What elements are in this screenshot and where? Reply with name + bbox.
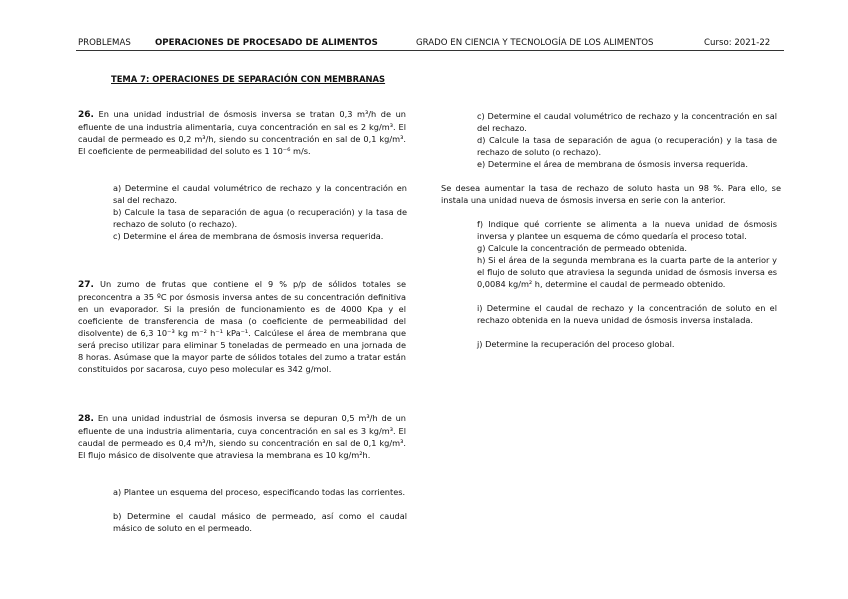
problem-28-a: a) Plantee un esquema del proceso, especificando todas las corrientes. (113, 487, 406, 497)
problem-28-c: c) Determine el caudal volumétrico de rechazo y la concentración en sal del rechazo. (477, 111, 777, 133)
problem-28-b: b) Determine el caudal másico de permeado, así como el caudal másico de soluto en el permeado. (113, 511, 407, 533)
problem-28-intro (78, 412, 406, 461)
problem-28-g: g) Calcule la concentración de permeado obtenida. (477, 243, 687, 253)
problem-28-mid: Se desea aumentar la tasa de rechazo de soluto hasta un 98 %. Para ello, se instala una unidad nueva de ósmosis inversa en serie con la anterior. (441, 183, 781, 205)
header-year: Curso: 2021-22 (704, 38, 771, 48)
header-rule (76, 50, 784, 51)
problem-28-text: En una unidad industrial de ósmosis inversa se depuran 0,5 m³/h de un efluente de una industria alimentaria, cuya concentración en sal es 3 kg/m³. El caudal de permeado es 0,4 m³/h, siendo su concentración en sal de 0,1 kg/m³. El flujo másico de disolvente que atraviesa la membrana es 10 kg/m²h. (78, 413, 406, 460)
header-left: PROBLEMAS (78, 38, 131, 48)
page-title: TEMA 7: OPERACIONES DE SEPARACIÓN CON MEMBRANAS (111, 74, 386, 84)
problem-26-number: 26. (78, 110, 94, 120)
problem-26-c: c) Determine el área de membrana de ósmosis inversa requerida. (113, 231, 384, 241)
header-degree: GRADO EN CIENCIA Y TECNOLOGÍA DE LOS ALIMENTOS (416, 38, 654, 48)
header-course: OPERACIONES DE PROCESADO DE ALIMENTOS (155, 38, 378, 48)
problem-26-b: b) Calcule la tasa de separación de agua (o recuperación) y la tasa de rechazo de soluto (o rechazo). (113, 207, 407, 229)
problem-28-d: d) Calcule la tasa de separación de agua (o recuperación) y la tasa de rechazo de soluto (o rechazo). (477, 135, 777, 157)
problem-28-f: f) Indique qué corriente se alimenta a la nueva unidad de ósmosis inversa y plantee un esquema de cómo quedaría el proceso total. (477, 219, 777, 241)
problem-28-h: h) Si el área de la segunda membrana es la cuarta parte de la anterior y el flujo de soluto que atraviesa la segunda unidad de ósmosis inversa es 0,0084 kg/m² h, determine el caudal de permeado obtenido. (477, 255, 777, 289)
problem-27-text: Un zumo de frutas que contiene el 9 % p/p de sólidos totales se preconcentra a 35 ºC por ósmosis inversa antes de su concentración definitiva en un evaporador. Si la presión de funcionamiento es de 4000 Kpa y el coeficiente de transferencia de masa (o coeficiente de permeabilidad del disolvente) de 6,3 10⁻³ kg m⁻² h⁻¹ kPa⁻¹. Calcúlese el área de membrana que será preciso utilizar para eliminar 5 toneladas de permeado en una jornada de 8 horas. Asúmase que la mayor parte de sólidos totales del zumo a tratar están constituidos por sacarosa, cuyo peso molecular es 342 g/mol. (78, 279, 406, 374)
problem-28-i: i) Determine el caudal de rechazo y la concentración de soluto en el rechazo obtenida en la nueva unidad de ósmosis inversa instalada. (477, 303, 777, 325)
problem-26-text: En una unidad industrial de ósmosis inversa se tratan 0,3 m³/h de un efluente de una industria alimentaria, cuya concentración en sal es 2 kg/m³. El caudal de permeado es 0,2 m³/h, siendo su concentración en sal de 0,1 kg/m³. El coeficiente de permeabilidad del soluto es 1 10⁻⁶ m/s. (78, 109, 406, 156)
problem-27-number: 27. (78, 280, 94, 290)
problem-28-j: j) Determine la recuperación del proceso global. (477, 339, 675, 349)
problem-28-number: 28. (78, 414, 94, 424)
problem-28-e: e) Determine el área de membrana de ósmosis inversa requerida. (477, 159, 748, 169)
problem-27 (78, 278, 406, 375)
problem-26-a: a) Determine el caudal volumétrico de rechazo y la concentración en sal del rechazo. (113, 183, 407, 205)
problem-26-intro (78, 108, 406, 157)
